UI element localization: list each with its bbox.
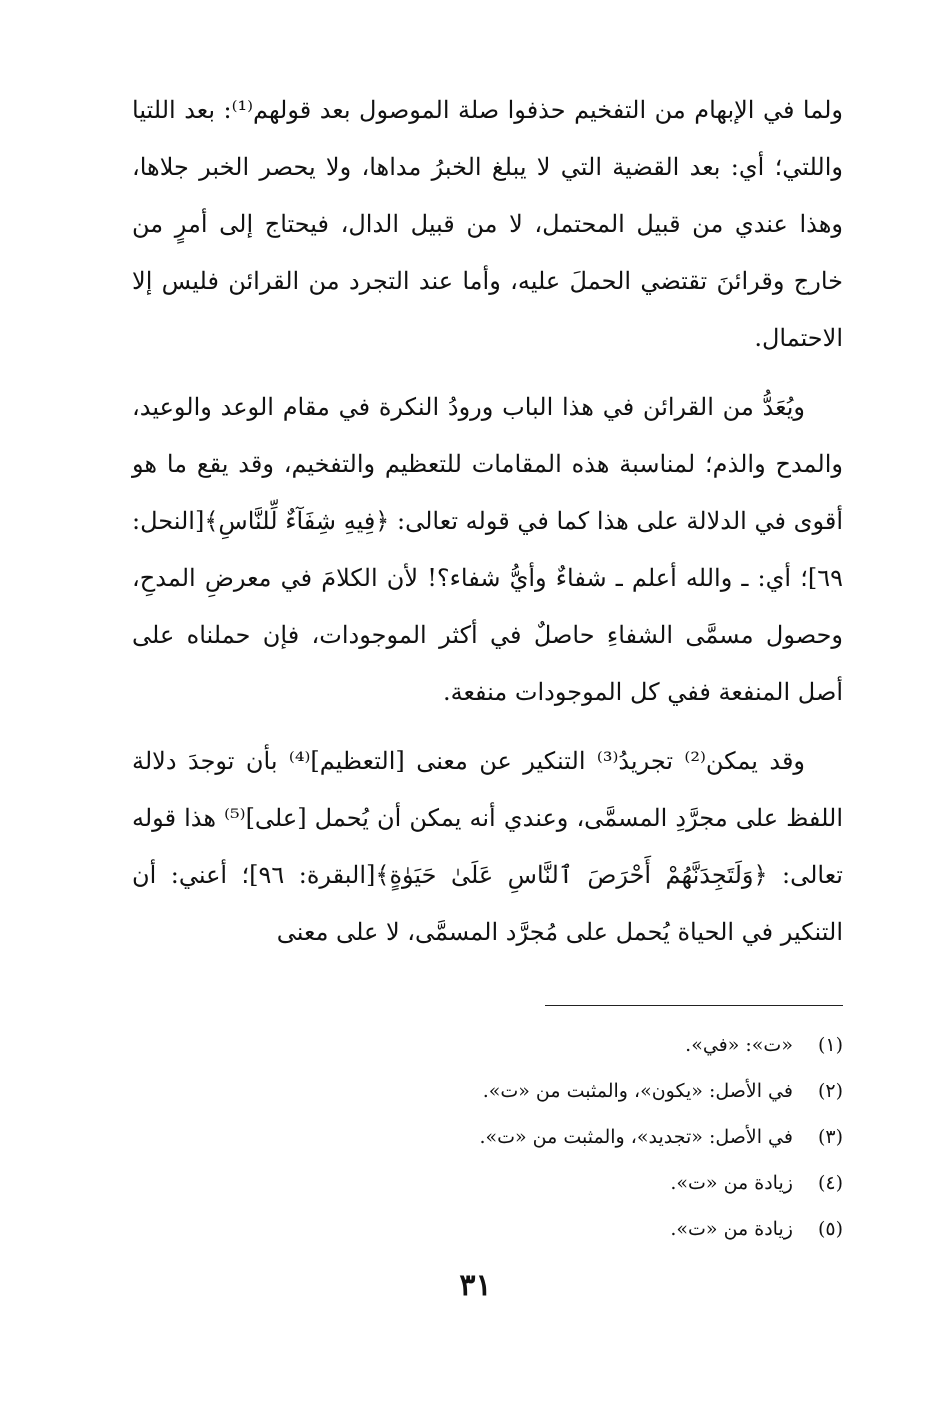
paragraph-3: وقد يمكن⁽²⁾ تجريدُ⁽³⁾ التنكير عن معنى [التعظيم]⁽⁴⁾ بأن توجدَ دلالة اللفظ على مجرَّدِ المسمَّى، وعندي أنه يمكن أن يُحمل [على]⁽⁵⁾ هذا قوله تعالى: ﴿وَلَتَجِدَنَّهُمْ أَحْرَصَ ٱلنَّاسِ عَلَىٰ حَيَوٰةٍ﴾[البقرة: ٩٦]؛ أعني: أن التنكير في الحياة يُحمل على مُجرَّد المسمَّى، لا على معنى — [132, 747, 843, 946]
footnotes-list — [143, 1022, 843, 1252]
paragraph-2: ويُعَدُّ من القرائن في هذا الباب ورودُ النكرة في مقام الوعد والوعيد، والمدح والذم؛ لمناسبة هذه المقامات للتعظيم والتفخيم، وقد يقع ما هو أقوى في الدلالة على هذا كما في قوله تعالى: ﴿فِيهِ شِفَآءٌ لِّلنَّاسِ﴾[النحل: ٦٩]؛ أي: ـ والله أعلم ـ شفاءٌ وأيُّ شفاء؟! لأن الكلامَ في معرضِ المدحِ، وحصول مسمَّى الشفاءِ حاصلٌ في أكثر الموجودات، فإن حملناه على أصل المنفعة ففي كل الموجودات منفعة. — [132, 393, 844, 706]
footnote-2 — [143, 1068, 843, 1114]
footnote-number: (١) — [817, 1034, 843, 1056]
footnote-number: (٣) — [817, 1126, 843, 1148]
footnote-text: في الأصل: «يكون»، والمثبت من «ت». — [482, 1080, 793, 1102]
footnote-text: في الأصل: «تجديد»، والمثبت من «ت». — [479, 1126, 793, 1148]
footnote-number: (٥) — [817, 1218, 843, 1240]
page-number: ٣١ — [459, 1268, 492, 1303]
footnote-text: زيادة من «ت». — [670, 1218, 793, 1240]
footnote-1 — [143, 1022, 843, 1068]
footnote-text: «ت»: «في». — [685, 1034, 793, 1056]
footnote-text: زيادة من «ت». — [670, 1172, 793, 1194]
footnote-3 — [143, 1114, 843, 1160]
footnote-number: (٤) — [817, 1172, 843, 1194]
footnote-number: (٢) — [817, 1080, 843, 1102]
footnote-5 — [143, 1206, 843, 1252]
page-body — [132, 82, 843, 961]
paragraph-1: ولما في الإبهام من التفخيم حذفوا صلة الموصول بعد قولهم⁽¹⁾: بعد اللتيا واللتي؛ أي: بعد القضية التي لا يبلغ الخبرُ مداها، ولا يحصر الخبر جلاها، وهذا عندي من قبيل المحتمل، لا من قبيل الدال، فيحتاج إلى أمرٍ من خارج وقرائنَ تقتضي الحملَ عليه، وأما عند التجرد من القرائن فليس إلا الاحتمال. — [132, 96, 843, 352]
footnote-4 — [143, 1160, 843, 1206]
footnote-separator — [545, 1005, 843, 1006]
